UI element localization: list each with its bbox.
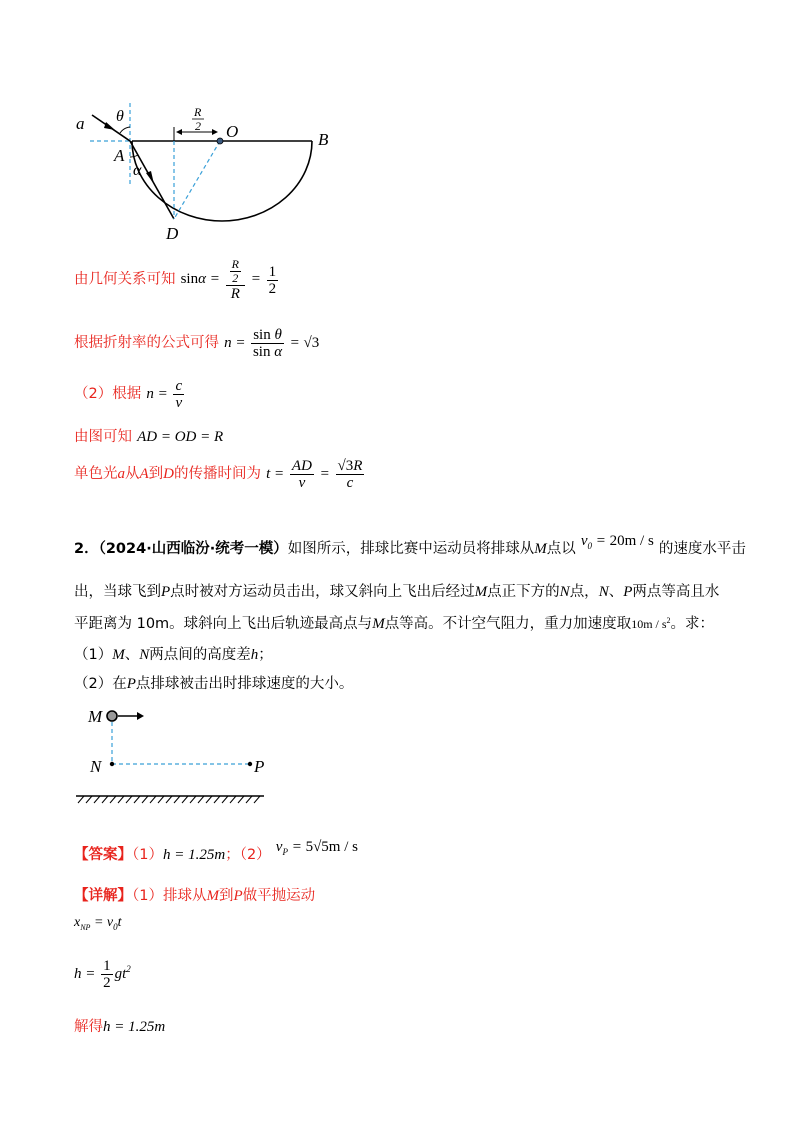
point-P xyxy=(248,762,252,766)
var-N: N xyxy=(598,584,609,600)
question-text: 、 xyxy=(124,647,140,663)
problem2-question2 xyxy=(74,672,353,693)
problem2-line1 xyxy=(74,533,746,559)
solution-text: 由几何关系可知 xyxy=(74,271,176,288)
label-alpha: α xyxy=(133,162,142,179)
solve-h: h = 1.25m xyxy=(103,1019,166,1035)
dim-arrow-right xyxy=(212,129,218,135)
problem-text: 点正下方的 xyxy=(487,584,560,600)
problem2-line2 xyxy=(74,580,719,601)
question-text: （1） xyxy=(74,647,113,663)
text-from: 从 xyxy=(125,465,140,482)
problem-text: 的速度水平击 xyxy=(658,541,746,557)
solution-text: 根据折射率的公式可得 xyxy=(74,334,219,351)
problem-text: 点时被对方运动员击出，球又斜向上飞出后经过 xyxy=(170,584,475,600)
formula-xNP: $x_{NP} = v_0t$ xyxy=(74,915,122,932)
var-P: P xyxy=(623,584,633,600)
label-D: D xyxy=(166,224,179,243)
answer-sep: ； xyxy=(225,847,240,863)
problem-source: （2024·山西临汾·统考一模） xyxy=(98,541,288,557)
problem-text: 点以 xyxy=(546,541,576,557)
solve-text: 解得 xyxy=(74,1019,103,1035)
problem-text: 如图所示，排球比赛中运动员将排球从 xyxy=(287,541,535,557)
question-text: ； xyxy=(258,647,273,663)
volleyball-diagram xyxy=(70,700,280,810)
solution-line-AD xyxy=(74,425,223,446)
detail-label: 【详解】 xyxy=(74,888,132,904)
label-B: B xyxy=(318,130,329,149)
solution-text: 由图可知 xyxy=(74,429,132,445)
var-h: h xyxy=(250,647,259,663)
radius-OD-dash xyxy=(174,141,220,219)
answer-part1: （1） xyxy=(132,847,163,863)
refracted-arrow xyxy=(146,171,154,184)
question-text: 点排球被击出时排球速度的大小。 xyxy=(135,676,354,692)
answer-part2: （2） xyxy=(239,847,271,863)
label-O: O xyxy=(226,122,239,141)
solution-line-n xyxy=(74,327,319,360)
answer-line xyxy=(74,839,358,865)
solution-text: 单色光 xyxy=(74,465,118,482)
formula-n-c-v: n = $\frac{c}{v}$ xyxy=(146,378,183,411)
problem-number: 2． xyxy=(74,541,99,557)
label-2: 2 xyxy=(195,119,201,133)
ball xyxy=(107,711,117,721)
question-text: （2）在 xyxy=(74,676,127,692)
formula-n: n = $\frac{\text{sin θ}}{\text{sin α}}$ = √3 xyxy=(224,327,320,360)
problem-text: 两点等高且水 xyxy=(632,584,720,600)
solve-line xyxy=(74,1015,165,1036)
label-theta: θ xyxy=(116,108,124,125)
detail-line xyxy=(74,884,315,905)
problem2-line3 xyxy=(74,612,714,633)
question-text: 两点间的高度差 xyxy=(149,647,251,663)
var-M: M xyxy=(474,584,488,600)
solution-line-speed xyxy=(74,378,186,411)
answer-label: 【答案】 xyxy=(74,847,132,863)
problem-text: 点， xyxy=(569,584,599,600)
velocity-arrowhead xyxy=(137,712,144,720)
formula-t: t = $\frac{AD}{v}$ = $\frac{√3R}{c}$ xyxy=(266,458,363,491)
label-N: N xyxy=(90,757,102,776)
var-N: N xyxy=(559,584,570,600)
solution-text: 的传播时间为 xyxy=(174,465,262,482)
problem2-question1 xyxy=(74,643,273,664)
theta-arc xyxy=(120,127,130,133)
solution-line-sin-alpha xyxy=(74,258,280,302)
text-to: 到 xyxy=(148,465,164,482)
refraction-diagram xyxy=(70,95,360,245)
label-A: A xyxy=(114,146,125,165)
var-a: a xyxy=(117,465,125,482)
solution-line-time xyxy=(74,458,366,491)
formula-sin-alpha: sinα = $\frac{\frac{R}{2}}{R}$ = $\frac{1}{2}$ xyxy=(180,257,277,302)
semicircle-arc xyxy=(132,141,312,221)
label-R: R xyxy=(194,105,202,119)
var-D: D xyxy=(163,465,175,482)
solution-text: （2）根据 xyxy=(74,385,142,402)
detail-text: 做平抛运动 xyxy=(242,888,316,904)
answer-vp: $v_P = 5√5m / s$ xyxy=(275,839,358,857)
var-A: A xyxy=(139,465,149,482)
problem-text: 。求： xyxy=(670,616,715,632)
incident-arrow xyxy=(104,122,115,130)
formula-v0: $v_0 = 20m / s$ xyxy=(580,533,654,551)
var-M: M xyxy=(372,616,385,632)
point-N xyxy=(110,762,114,766)
detail-text: 到 xyxy=(218,888,234,904)
var-N: N xyxy=(139,647,150,663)
var-M: M xyxy=(112,647,125,663)
label-P: P xyxy=(254,757,265,776)
var-M: M xyxy=(206,888,219,904)
point-O xyxy=(217,138,223,144)
var-P: P xyxy=(161,584,171,600)
problem-text: 点等高。不计空气阻力，重力加速度取 xyxy=(384,616,632,632)
formula-h-half-g-t2: h = $\frac{1}{2}$ $gt^2$ xyxy=(74,958,131,991)
var-M: M xyxy=(534,541,547,557)
g-value: $10m / s^2$ xyxy=(631,616,671,631)
problem-text: 出，当球飞到 xyxy=(74,584,161,600)
dim-arrow-left xyxy=(176,129,182,135)
problem-text: 平距离为 10m。球斜向上飞出后轨迹最高点与 xyxy=(74,616,373,632)
problem-text: 、 xyxy=(608,584,624,600)
label-a: a xyxy=(76,114,85,133)
var-P: P xyxy=(233,888,243,904)
answer-h: h = 1.25m xyxy=(162,847,226,863)
var-P: P xyxy=(126,676,136,692)
label-M: M xyxy=(88,707,103,726)
formula-AD: AD = OD = R xyxy=(137,429,224,445)
ground-hatching xyxy=(78,796,260,803)
detail-text: （1）排球从 xyxy=(132,888,207,904)
